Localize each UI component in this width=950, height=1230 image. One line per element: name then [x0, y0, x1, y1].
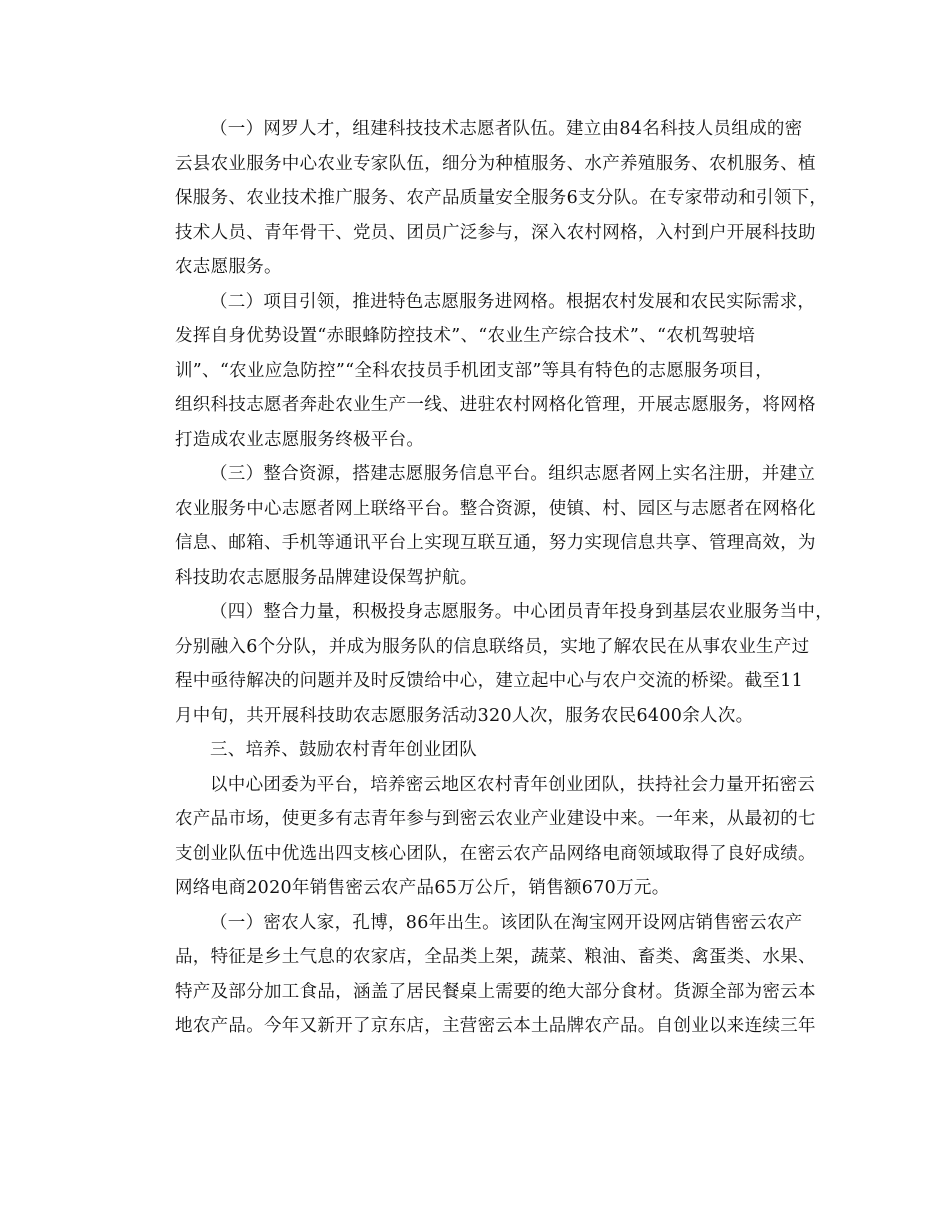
document-body [140, 112, 833, 1044]
text-line: 农志愿服务。 [175, 257, 282, 277]
text-line: 程中亟待解决的问题并及时反馈给中心，建立起中心与农户交流的桥梁。截至11 [175, 671, 804, 691]
text-line: 云县农业服务中心农业专家队伍，细分为种植服务、水产养殖服务、农机服务、植 [175, 153, 816, 174]
text-line: 技术人员、青年骨干、党员、团员广泛参与，深入农村网格，入村到户开展科技助 [175, 222, 816, 243]
text-line: 分别融入6个分队，并成为服务队的信息联络员，实地了解农民在从事农业生产过 [175, 636, 810, 657]
text-line: 三、培养、鼓励农村青年创业团队 [210, 740, 477, 760]
text-line: 组织科技志愿者奔赴农业生产一线、进驻农村网格化管理，开展志愿服务，将网格 [175, 395, 816, 415]
text-line: 农产品市场，使更多有志青年参与到密云农业产业建设中来。一年来，从最初的七 [175, 809, 816, 829]
text-line: 月中旬，共开展科技助农志愿服务活动320人次，服务农民6400余人次。 [175, 705, 754, 726]
text-line: 网络电商2020年销售密云农产品65万公斤，销售额670万元。 [175, 878, 670, 898]
text-line: 地农产品。今年又新开了京东店，主营密云本土品牌农产品。自创业以来连续三年 [175, 1016, 816, 1036]
text-line: （一）网罗人才，组建科技技术志愿者队伍。建立由84名科技人员组成的密 [210, 119, 803, 139]
text-line: 特产及部分加工食品，涵盖了居民餐桌上需要的绝大部分食材。货源全部为密云本 [175, 981, 816, 1002]
paragraph-1 [140, 112, 830, 285]
text-line: 以中心团委为平台，培养密云地区农村青年创业团队，扶持社会力量开拓密云 [210, 774, 816, 795]
paragraph-2 [140, 285, 830, 458]
section-heading [140, 733, 830, 768]
text-line: 发挥自身优势设置“赤眼蜂防控技术”、“农业生产综合技术”、“农机驾驶培 [175, 326, 756, 346]
text-line: 打造成农业志愿服务终极平台。 [175, 429, 425, 450]
text-line: 信息、邮箱、手机等通讯平台上实现互联互通，努力实现信息共享、管理高效，为 [175, 533, 816, 553]
text-line: 训”、“农业应急防控”“全科农技员手机团支部”等具有特色的志愿服务项目， [175, 360, 774, 381]
paragraph-6 [140, 906, 830, 1044]
text-line: 农业服务中心志愿者网上联络平台。整合资源，使镇、村、园区与志愿者在网格化 [175, 498, 816, 519]
text-line: （一）密农人家，孔博，86年出生。该团队在淘宝网开设网店销售密云农产 [210, 912, 803, 933]
text-line: （二）项目引领，推进特色志愿服务进网格。根据农村发展和农民实际需求， [210, 291, 816, 312]
text-line: （四）整合力量，积极投身志愿服务。中心团员青年投身到基层农业服务当中， [210, 602, 833, 622]
text-line: 品，特征是乡土气息的农家店，全品类上架，蔬菜、粮油、畜类、禽蛋类、水果、 [175, 947, 816, 967]
paragraph-5 [140, 768, 830, 906]
paragraph-4 [140, 595, 833, 733]
text-line: 保服务、农业技术推广服务、农产品质量安全服务6支分队。在专家带动和引领下， [175, 188, 828, 208]
text-line: 科技助农志愿服务品牌建设保驾护航。 [175, 567, 478, 588]
paragraph-3 [140, 457, 830, 595]
text-line: （三）整合资源，搭建志愿服务信息平台。组织志愿者网上实名注册，并建立 [210, 464, 816, 484]
text-line: 支创业队伍中优选出四支核心团队，在密云农产品网络电商领域取得了良好成绩。 [175, 843, 816, 864]
